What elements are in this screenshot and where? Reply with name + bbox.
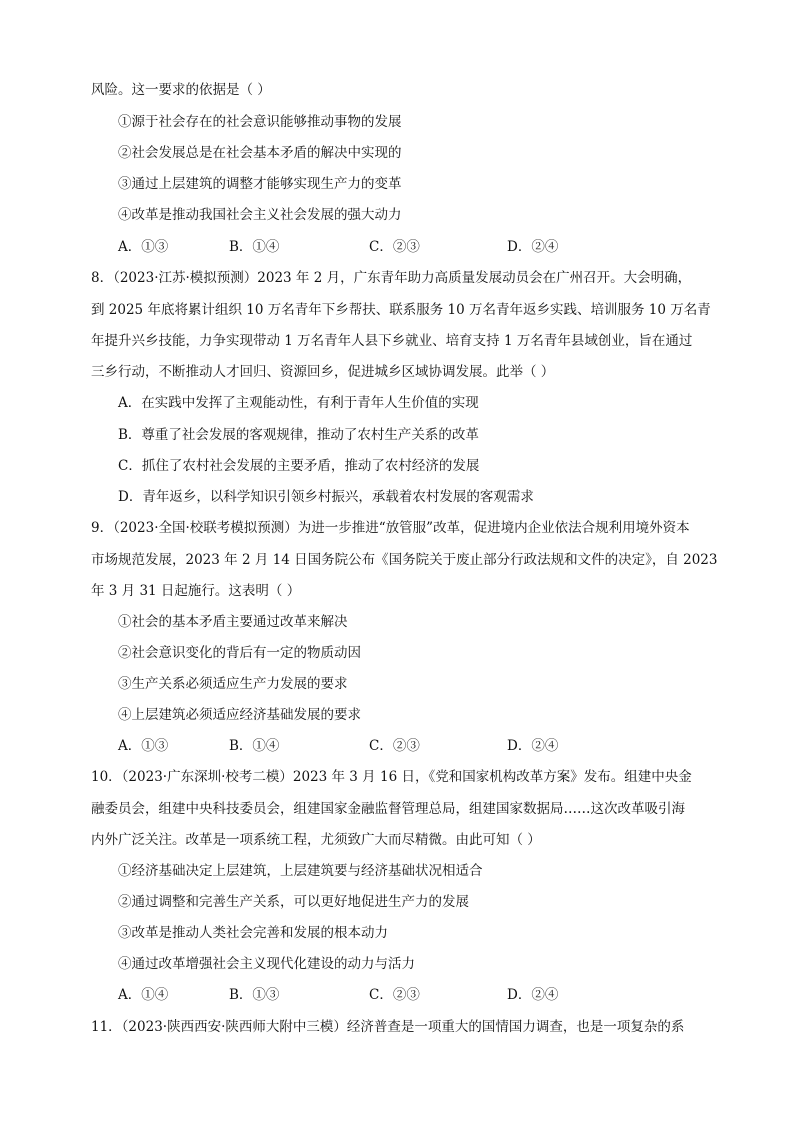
q9-statement-4: ④上层建筑必须适应经济基础发展的要求 [118,707,361,723]
q9-statement-1: ①社会的基本矛盾主要通过改革来解决 [118,614,348,630]
q10-answer-options [118,986,638,1004]
statement-1: ①源于社会存在的社会意识能够推动事物的发展 [118,114,402,130]
option-d: D．②④ [507,239,559,255]
option-b: B．①④ [229,239,280,255]
q9-answer-options [118,737,638,755]
q8-choice-b: B．尊重了社会发展的客观规律，推动了农村生产关系的改革 [118,427,479,443]
option-b: B．①④ [229,738,280,754]
q8-choice-a: A．在实践中发挥了主观能动性，有利于青年人生价值的实现 [118,395,479,411]
option-d: D．②④ [507,738,559,754]
q11-stem-line-1: 11．（2023·陕西西安·陕西师大附中三模）经济普查是一项重大的国情国力调查，也是一项复杂的系 [91,1019,685,1035]
option-c: C．②③ [369,738,420,754]
q9-stem-line-3: 年 3 月 31 日起施行。这表明（ ） [91,583,301,599]
option-a: A．①③ [118,239,169,255]
option-a: A．①③ [118,738,169,754]
q10-stem-line-2: 融委员会，组建中央科技委员会，组建国家金融监督管理总局，组建国家数据局……这次改革吸引海 [91,801,685,817]
q8-choice-d: D．青年返乡，以科学知识引领乡村振兴，承载着农村发展的客观需求 [118,489,534,505]
q8-stem-line-2: 到 2025 年底将累计组织 10 万名青年下乡帮扶、联系服务 10 万名青年返乡实践、培训服务 10 万名青 [91,302,711,318]
q8-stem-line-3: 年提升兴乡技能，力争实现带动 1 万名青年人县下乡就业、培育支持 1 万名青年县域创业，旨在通过 [91,333,693,349]
q10-stem-line-3: 内外广泛关注。改革是一项系统工程，尤须致广大而尽精微。由此可知（ ） [91,832,541,848]
statement-2: ②社会发展总是在社会基本矛盾的解决中实现的 [118,145,402,161]
statement-4: ④改革是推动我国社会主义社会发展的强大动力 [118,207,402,223]
q9-stem-line-1: 9．（2023·全国·校联考模拟预测）为进一步推进“放管服”改革，促进境内企业依法合规利用境外资本 [91,520,690,536]
q10-statement-4: ④通过改革增强社会主义现代化建设的动力与活力 [118,956,415,972]
q9-stem-line-2: 市场规范发展，2023 年 2 月 14 日国务院公布《国务院关于废止部分行政法规和文件的决定》，自 2023 [91,552,718,568]
option-d: D．②④ [507,987,559,1003]
q8-stem-line-1: 8．（2023·江苏·模拟预测）2023 年 2 月，广东青年助力高质量发展动员会在广州召开。大会明确， [91,270,692,286]
option-c: C．②③ [369,987,420,1003]
q10-statement-1: ①经济基础决定上层建筑，上层建筑要与经济基础状况相适合 [118,863,483,879]
q9-statement-2: ②社会意识变化的背后有一定的物质动因 [118,645,361,661]
q10-statement-2: ②通过调整和完善生产关系，可以更好地促进生产力的发展 [118,894,469,910]
q10-stem-line-1: 10．（2023·广东深圳·校考二模）2023 年 3 月 16 日，《党和国家机构改革方案》发布。组建中央金 [91,769,692,785]
question-stem-line: 风险。这一要求的依据是（ ） [91,82,271,98]
q10-statement-3: ③改革是推动人类社会完善和发展的根本动力 [118,925,388,941]
statement-3: ③通过上层建筑的调整才能够实现生产力的变革 [118,176,402,192]
q8-choice-c: C．抓住了农村社会发展的主要矛盾，推动了农村经济的发展 [118,458,480,474]
answer-options [118,238,638,256]
option-b: B．①③ [229,987,280,1003]
option-c: C．②③ [369,239,420,255]
option-a: A．①④ [118,987,169,1003]
q9-statement-3: ③生产关系必须适应生产力发展的要求 [118,676,348,692]
q8-stem-line-4: 三乡行动，不断推动人才回归、资源回乡，促进城乡区域协调发展。此举（ ） [91,364,555,380]
